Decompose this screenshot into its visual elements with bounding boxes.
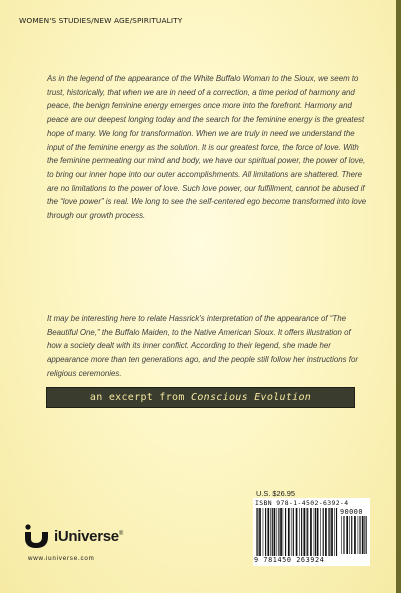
barcode-bar: [328, 508, 329, 556]
barcode-bar: [283, 508, 284, 556]
barcode-bar: [346, 516, 348, 554]
excerpt-banner: [46, 387, 355, 408]
barcode-bar: [278, 508, 279, 556]
barcode-bar: [334, 508, 335, 556]
publisher-logo: [22, 523, 142, 563]
barcode-bar: [366, 516, 367, 554]
barcode-bar: [351, 516, 352, 554]
body-paragraph-2: It may be interesting here to relate Hassrick’s interpretation of the appearance of “The Beautiful One,” the Buffalo Maiden, to the Native American Sioux. It offers illustration of how a society dealt with its inner conflict. According to their legend, she made her appearance more than ten generations ago, and the people still follow her instructions for religious ceremonies.: [47, 314, 358, 378]
barcode-bar: [296, 508, 298, 556]
barcode-bar: [280, 508, 282, 556]
price-label: U.S. $26.95: [256, 489, 296, 498]
isbn-barcode: [253, 498, 370, 566]
barcode-bar: [267, 508, 269, 556]
barcode-bar: [364, 516, 365, 554]
barcode-bar: [362, 516, 364, 554]
barcode-bar: [341, 516, 342, 554]
barcode-number: 9 781450 263924: [254, 556, 325, 564]
barcode-bar: [257, 508, 258, 556]
barcode-bars: [256, 508, 338, 556]
barcode-bar: [306, 508, 307, 556]
spine-edge: [396, 0, 401, 593]
barcode-bar: [265, 508, 266, 556]
barcode-bar: [325, 508, 327, 556]
barcode-bar: [285, 508, 286, 556]
barcode-bar: [331, 508, 333, 556]
barcode-bar: [314, 508, 315, 556]
barcode-addon-bars: [341, 516, 369, 554]
barcode-bar: [299, 508, 300, 556]
barcode-bar: [358, 516, 359, 554]
barcode-bar: [259, 508, 261, 556]
iuniverse-logo-icon: [22, 523, 52, 549]
barcode-bar: [272, 508, 273, 556]
excerpt-book-title: Conscious Evolution: [191, 392, 312, 403]
barcode-bar: [307, 508, 308, 556]
barcode-bar: [354, 516, 356, 554]
barcode-bar: [359, 516, 360, 554]
barcode-bar: [343, 516, 344, 554]
barcode-bar: [315, 508, 316, 556]
barcode-bar: [349, 516, 350, 554]
isbn-text: ISBN 978-1-4502-6392-4: [255, 499, 349, 507]
barcode-bar: [303, 508, 305, 556]
barcode-bar: [277, 508, 278, 556]
barcode-bar: [263, 508, 264, 556]
barcode-bar: [310, 508, 312, 556]
barcode-bar: [301, 508, 302, 556]
barcode-bar: [288, 508, 290, 556]
barcode-bar: [317, 508, 319, 556]
barcode-bar: [336, 508, 337, 556]
barcode-bar: [256, 508, 257, 556]
barcode-bar: [323, 508, 324, 556]
category-label: WOMEN'S STUDIES/NEW AGE/SPIRITUALITY: [19, 16, 183, 25]
barcode-addon-number: 90000: [340, 508, 363, 516]
excerpt-prefix: an excerpt from: [89, 392, 192, 403]
barcode-bar: [293, 508, 294, 556]
barcode-bar: [291, 508, 292, 556]
barcode-bar: [274, 508, 276, 556]
publisher-url: www.iuniverse.com: [28, 555, 95, 562]
barcode-bar: [329, 508, 330, 556]
publisher-name: iUniverse®: [54, 528, 123, 545]
barcode-bar: [270, 508, 271, 556]
barcode-bar: [320, 508, 321, 556]
body-paragraph-1: As in the legend of the appearance of the White Buffalo Woman to the Sioux, we seem to trust, historically, that when we are in need of a correction, a time period of harmony and peace, the benign feminine energy emerges once more into the forefront. Harmony and peace are our deepest longing today and the search for the feminine energy is the greatest hope of many. We long for transformation. When we are truly in need we understand the input of the feminine energy as the solution. It is our greatest force, the force of love. With the feminine permeating our mind and body, we have our spiritual power, the power of love, to bring our inner hope into our outer accomplishments. All limitations are shattered. There are no limitations to the power of love. Such love power, our fulfillment, cannot be abused if the “love power” is real. We long to see the self-centered ego become transformed into love through our growth process.: [47, 74, 367, 221]
